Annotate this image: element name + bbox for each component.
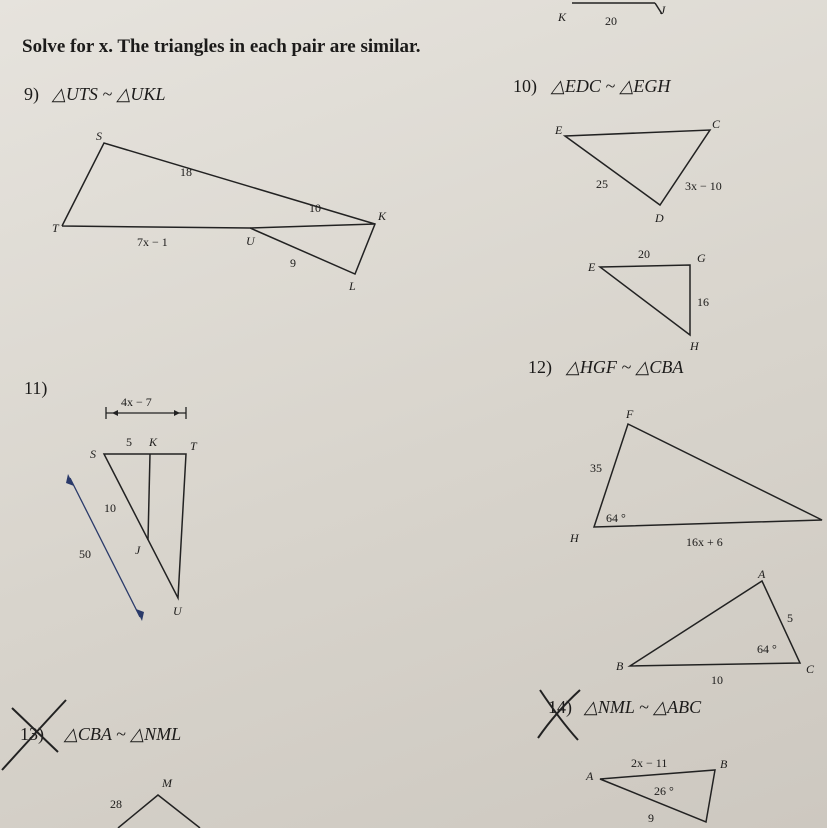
vertex-M: M bbox=[162, 776, 172, 790]
vertex-S: S bbox=[96, 129, 102, 143]
side-TU-label: 7x − 1 bbox=[137, 235, 168, 249]
vertex-F: F bbox=[626, 407, 634, 421]
vertex-C: C bbox=[806, 662, 815, 676]
side-AC-label: 5 bbox=[787, 611, 793, 625]
side-SJ-label: 10 bbox=[104, 501, 116, 515]
vertex-label: J bbox=[660, 3, 666, 17]
side-DC-label: 3x − 10 bbox=[685, 179, 722, 193]
vertex-A: A bbox=[758, 567, 766, 581]
vertex-T: T bbox=[52, 221, 59, 235]
problem-14-number: 14) bbox=[548, 697, 572, 717]
side-SK-label: 5 bbox=[126, 435, 132, 449]
vertex-J: J bbox=[135, 543, 141, 557]
side-BC-label: 10 bbox=[711, 673, 723, 687]
instructions-text: Solve for x. The triangles in each pair are similar. bbox=[22, 36, 421, 57]
vertex-U: U bbox=[173, 604, 182, 618]
vertex-L: L bbox=[349, 279, 356, 293]
vertex-H: H bbox=[570, 531, 579, 545]
problem-14-statement: △NML ~ △ABC bbox=[584, 697, 702, 717]
problem-9-number: 9) bbox=[24, 84, 39, 104]
problem-13-number: 13) bbox=[20, 724, 44, 744]
side-length-label: 20 bbox=[605, 14, 617, 28]
problem-9-statement: △UTS ~ △UKL bbox=[52, 84, 166, 104]
side-EG-label: 20 bbox=[638, 247, 650, 261]
side-HF-label: 35 bbox=[590, 461, 602, 475]
problem-13-statement: △CBA ~ △NML bbox=[64, 724, 182, 744]
vertex-D: D bbox=[655, 211, 664, 225]
side-HG-label: 16x + 6 bbox=[686, 535, 723, 549]
vertex-C: C bbox=[712, 117, 721, 131]
angle-H-label: 64 ° bbox=[606, 511, 626, 525]
vertex-K: K bbox=[378, 209, 387, 223]
problem-11-number: 11) bbox=[24, 378, 48, 398]
side-UL-label: 9 bbox=[290, 256, 296, 270]
problem-10-number: 10) bbox=[513, 76, 537, 96]
angle-C-label: 64 ° bbox=[757, 642, 777, 656]
vertex-E-small: E bbox=[588, 260, 596, 274]
vertex-S: S bbox=[90, 447, 96, 461]
vertex-K: K bbox=[149, 435, 158, 449]
problem-10-statement: △EDC ~ △EGH bbox=[551, 76, 671, 96]
side-ED-label: 25 bbox=[596, 177, 608, 191]
side-SU-label: 50 bbox=[79, 547, 91, 561]
vertex-A: A bbox=[586, 769, 594, 783]
vertex-H: H bbox=[690, 339, 699, 353]
vertex-E: E bbox=[555, 123, 563, 137]
vertex-T: T bbox=[190, 439, 197, 453]
side-label: 28 bbox=[110, 797, 122, 811]
problem-12-statement: △HGF ~ △CBA bbox=[566, 357, 684, 377]
angle-label: 26 ° bbox=[654, 784, 674, 798]
side-UK-label: 10 bbox=[309, 201, 321, 215]
problem-12-number: 12) bbox=[528, 357, 552, 377]
side-GH-label: 16 bbox=[697, 295, 709, 309]
vertex-U: U bbox=[246, 234, 255, 248]
side-SU-label: 18 bbox=[180, 165, 192, 179]
side-ST-label: 4x − 7 bbox=[121, 395, 152, 409]
side-AB-label: 2x − 11 bbox=[631, 756, 668, 770]
vertex-G: G bbox=[697, 251, 706, 265]
vertex-B: B bbox=[616, 659, 624, 673]
vertex-label: K bbox=[558, 10, 567, 24]
vertex-B: B bbox=[720, 757, 728, 771]
side-bottom-label: 9 bbox=[648, 811, 654, 825]
